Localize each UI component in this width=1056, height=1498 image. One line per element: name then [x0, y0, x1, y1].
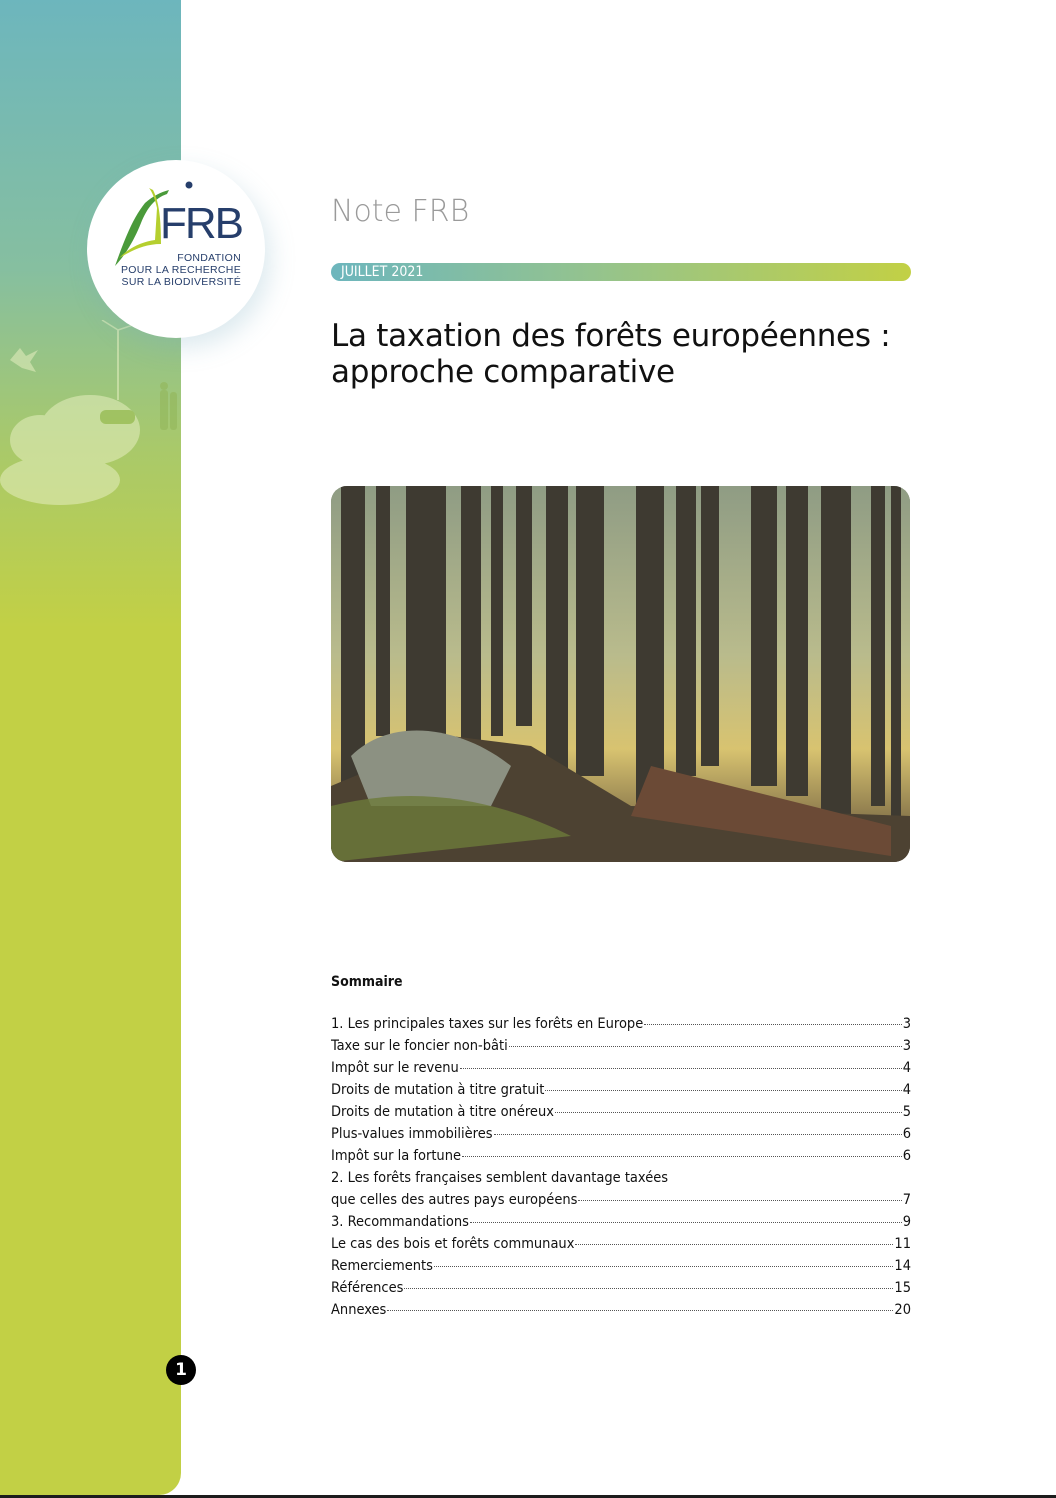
page-number-badge: 1: [166, 1355, 196, 1385]
logo-acronym: FRB: [160, 199, 242, 248]
series-title: Note FRB: [331, 194, 470, 229]
toc-entry[interactable]: Annexes 20: [331, 1302, 911, 1318]
toc-entry[interactable]: Remerciements 14: [331, 1258, 911, 1274]
leader-dots: [460, 1068, 902, 1069]
logo-dot-icon: [184, 180, 194, 190]
toc-entry[interactable]: Droits de mutation à titre onéreux 5: [331, 1104, 911, 1120]
toc-entry[interactable]: Impôt sur la fortune 6: [331, 1148, 911, 1164]
leader-dots: [578, 1200, 901, 1201]
forest-photo: [331, 486, 910, 862]
leader-dots: [494, 1134, 902, 1135]
leader-dots: [644, 1024, 901, 1025]
document-title: [331, 318, 931, 390]
toc-entry[interactable]: 1. Les principales taxes sur les forêts en Europe 3: [331, 1016, 911, 1032]
toc-entry[interactable]: Références 15: [331, 1280, 911, 1296]
logo-subtitle: [121, 252, 241, 288]
leader-dots: [555, 1112, 902, 1113]
toc-entry[interactable]: 2. Les forêts françaises semblent davantage taxées: [331, 1170, 669, 1186]
logo-line-3: SUR LA BIODIVERSITÉ: [121, 276, 241, 288]
toc-entry[interactable]: Taxe sur le foncier non-bâti 3: [331, 1038, 911, 1054]
leader-dots: [434, 1266, 893, 1267]
toc-entry[interactable]: Plus-values immobilières 6: [331, 1126, 911, 1142]
toc-entry[interactable]: Le cas des bois et forêts communaux 11: [331, 1236, 911, 1252]
forest-illustration: [331, 486, 910, 862]
toc-entry[interactable]: Droits de mutation à titre gratuit 4: [331, 1082, 911, 1098]
leader-dots: [509, 1046, 902, 1047]
leader-dots: [462, 1156, 902, 1157]
frb-logo: [87, 160, 265, 338]
title-line-2: approche comparative: [331, 354, 675, 390]
leader-dots: [470, 1222, 902, 1223]
logo-line-2: POUR LA RECHERCHE: [120, 264, 241, 276]
biodiversity-silhouettes-illustration: [0, 320, 181, 530]
toc-entry[interactable]: 3. Recommandations 9: [331, 1214, 911, 1230]
publication-date: JUILLET 2021: [341, 264, 424, 280]
toc-entry[interactable]: que celles des autres pays européens 7: [331, 1192, 911, 1208]
leader-dots: [404, 1288, 893, 1289]
leader-dots: [387, 1310, 893, 1311]
leader-dots: [545, 1090, 901, 1091]
toc-heading: Sommaire: [331, 974, 403, 990]
logo-line-1: FONDATION: [177, 252, 241, 264]
leader-dots: [575, 1244, 893, 1245]
date-banner: [331, 263, 911, 281]
table-of-contents: [331, 1016, 911, 1324]
title-line-1: La taxation des forêts européennes :: [331, 318, 891, 354]
toc-entry[interactable]: Impôt sur le revenu 4: [331, 1060, 911, 1076]
